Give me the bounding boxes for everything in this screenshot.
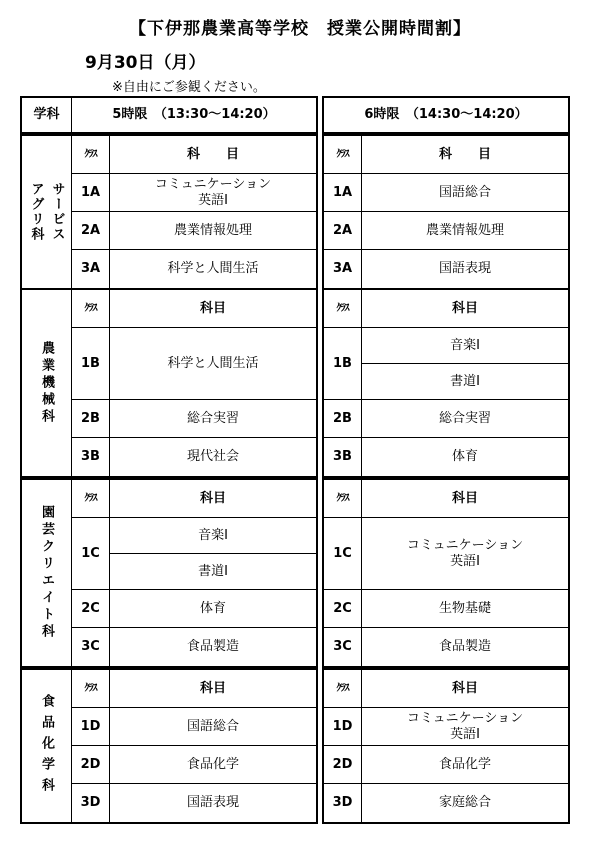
schedule-date: 9月30日（月）: [85, 53, 206, 73]
class-cell: 2B: [324, 400, 362, 438]
department-name-text: 食品化学科: [39, 693, 54, 799]
department-name-part: アグリ科: [28, 182, 44, 242]
department-name: [22, 136, 72, 288]
subject-cell: [110, 590, 316, 628]
subject-line: 食品化学: [438, 756, 491, 772]
class-cell: 2A: [72, 212, 110, 250]
subject-line: 家庭総合: [438, 795, 491, 811]
class-cell: 3D: [72, 784, 110, 822]
period5-header: 5時限 （13:30〜14:20）: [112, 107, 276, 123]
subject-line: 農業情報処理: [425, 222, 504, 238]
subject-line: 総合実習: [186, 410, 239, 426]
subject-line: 総合実習: [438, 410, 491, 426]
class-cell: 1A: [324, 174, 362, 212]
class-cell: 1D: [72, 708, 110, 746]
subject-line: 食品製造: [186, 639, 239, 655]
class-cell: 2D: [72, 746, 110, 784]
class-cell: 3A: [72, 250, 110, 288]
page-title: 【下伊那農業高等学校 授業公開時間割】: [129, 19, 471, 39]
subject-cell: [110, 174, 316, 212]
class-column-header: ｸﾗｽ: [72, 290, 110, 328]
subject-column-header: 科 目: [362, 136, 568, 174]
dept-column-header: 学科: [22, 98, 72, 132]
subject-cell: [362, 438, 568, 476]
subject-cell: [362, 518, 568, 590]
subject-line: 英語Ⅰ: [450, 726, 480, 742]
class-column-header: ｸﾗｽ: [72, 670, 110, 708]
dept-4-p6-block: [322, 668, 570, 824]
subject-column-header: 科目: [110, 670, 316, 708]
subject-cell: [110, 518, 316, 554]
class-cell: 3D: [324, 784, 362, 822]
class-cell: 3A: [324, 250, 362, 288]
subject-column-header: 科目: [362, 670, 568, 708]
subject-cell: [110, 746, 316, 784]
subject-line: 国語総合: [438, 184, 491, 200]
visit-note: ※自由にご参観ください。: [112, 80, 266, 95]
dept-2-p5-block: [20, 288, 318, 478]
class-cell: 2D: [324, 746, 362, 784]
class-column-header: ｸﾗｽ: [324, 290, 362, 328]
department-name-text: 園芸クリエイト科: [39, 505, 54, 641]
subject-line: 現代社会: [186, 449, 239, 465]
subject-line: コミュニケーション: [154, 176, 272, 192]
class-cell: 1C: [72, 518, 110, 590]
subject-line: コミュニケーション: [406, 710, 524, 726]
subject-cell: [110, 328, 316, 400]
subject-cell: [362, 784, 568, 822]
subject-column-header: 科目: [110, 290, 316, 328]
class-cell: 1B: [324, 328, 362, 400]
class-cell: 3C: [324, 628, 362, 666]
subject-column-header: 科目: [110, 480, 316, 518]
subject-line: 食品化学: [186, 756, 239, 772]
period5-header-block: [20, 96, 318, 134]
department-name: [22, 670, 72, 822]
subject-column-header: 科 目: [110, 136, 316, 174]
period6-header: 6時限 （14:30〜14:20）: [364, 107, 528, 123]
subject-line: コミュニケーション: [406, 537, 524, 553]
subject-cell: [110, 554, 316, 590]
department-name-part: サービス: [49, 182, 65, 242]
class-cell: 2C: [324, 590, 362, 628]
dept-1-p6-block: [322, 134, 570, 290]
subject-cell: [362, 328, 568, 364]
subject-line: 書道Ⅰ: [450, 373, 480, 389]
subject-cell: [110, 628, 316, 666]
dept-2-p6-block: [322, 288, 570, 478]
subject-cell: [362, 708, 568, 746]
class-column-header: ｸﾗｽ: [72, 480, 110, 518]
subject-line: 音楽Ⅰ: [198, 527, 228, 543]
class-column-header: ｸﾗｽ: [324, 480, 362, 518]
subject-line: 科学と人間生活: [167, 261, 259, 277]
subject-cell: [362, 212, 568, 250]
subject-line: 国語総合: [186, 718, 239, 734]
subject-cell: [362, 364, 568, 400]
subject-cell: [362, 628, 568, 666]
subject-line: 書道Ⅰ: [198, 563, 228, 579]
subject-line: 農業情報処理: [173, 222, 252, 238]
subject-cell: [110, 784, 316, 822]
dept-1-p5-block: [20, 134, 318, 290]
subject-cell: [362, 590, 568, 628]
subject-cell: [110, 708, 316, 746]
class-cell: 1D: [324, 708, 362, 746]
class-cell: 2C: [72, 590, 110, 628]
subject-line: 体育: [451, 449, 478, 465]
department-name: [22, 480, 72, 666]
subject-line: 英語Ⅰ: [450, 553, 480, 569]
subject-line: 生物基礎: [438, 600, 491, 616]
dept-4-p5-block: [20, 668, 318, 824]
class-cell: 3B: [324, 438, 362, 476]
class-cell: 3C: [72, 628, 110, 666]
class-cell: 1C: [324, 518, 362, 590]
subject-column-header: 科目: [362, 290, 568, 328]
dept-3-p6-block: [322, 478, 570, 668]
period6-header-block: [322, 96, 570, 134]
subject-line: 体育: [199, 600, 226, 616]
class-column-header: ｸﾗｽ: [72, 136, 110, 174]
department-name: [22, 290, 72, 476]
class-column-header: ｸﾗｽ: [324, 670, 362, 708]
class-cell: 2B: [72, 400, 110, 438]
subject-cell: [110, 438, 316, 476]
subject-line: 科学と人間生活: [167, 355, 259, 371]
department-name-text: 農業機械科: [39, 340, 54, 426]
subject-line: 英語Ⅰ: [198, 192, 228, 208]
class-cell: 1B: [72, 328, 110, 400]
dept-3-p5-block: [20, 478, 318, 668]
subject-cell: [110, 250, 316, 288]
subject-cell: [110, 400, 316, 438]
subject-line: 国語表現: [438, 261, 491, 277]
class-column-header: ｸﾗｽ: [324, 136, 362, 174]
subject-line: 音楽Ⅰ: [450, 337, 480, 353]
class-cell: 1A: [72, 174, 110, 212]
subject-cell: [362, 746, 568, 784]
subject-cell: [362, 400, 568, 438]
subject-column-header: 科目: [362, 480, 568, 518]
subject-cell: [362, 250, 568, 288]
subject-line: 食品製造: [438, 639, 491, 655]
class-cell: 2A: [324, 212, 362, 250]
subject-cell: [110, 212, 316, 250]
subject-cell: [362, 174, 568, 212]
subject-line: 国語表現: [186, 795, 239, 811]
class-cell: 3B: [72, 438, 110, 476]
